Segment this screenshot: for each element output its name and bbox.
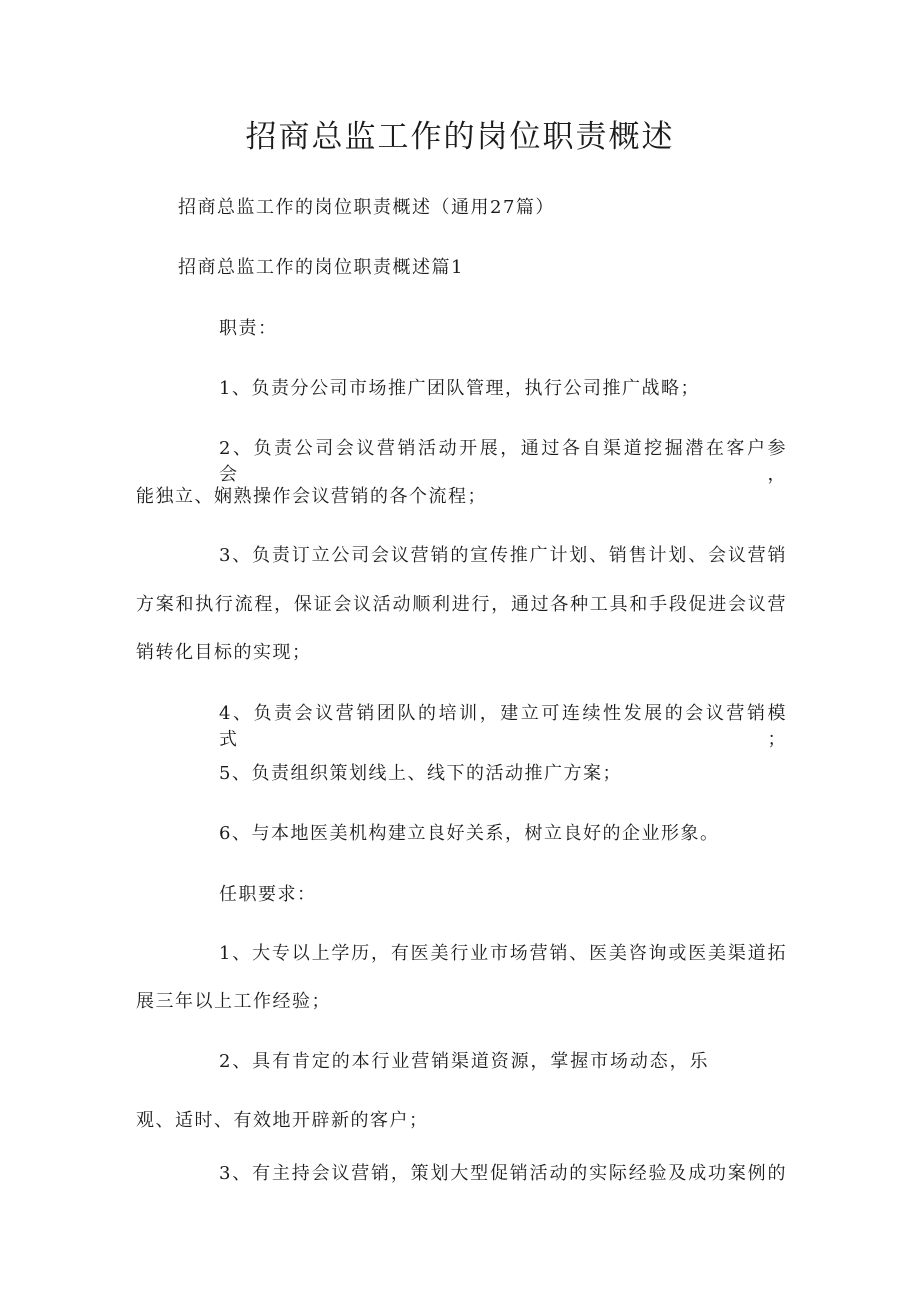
duty-item-3-line-3: 销转化目标的实现； [136,642,312,663]
requirement-item-1-line-1: 1、大专以上学历，有医美行业市场营销、医美咨询或医美渠道拓 [219,943,787,964]
duty-item-2-line-2: 能独立、娴熟操作会议营销的各个流程； [136,486,487,507]
requirement-item-3-line-1: 3、有主持会议营销，策划大型促销活动的实际经验及成功案例的 [219,1163,787,1184]
requirements-heading: 任职要求： [219,884,317,905]
duty-item-4: 4、负责会议营销团队的培训，建立可连续性发展的会议营销模式； [219,703,787,750]
subtitle: 招商总监工作的岗位职责概述（通用27篇） [178,197,555,218]
duty-item-5: 5、负责组织策划线上、线下的活动推广方案； [219,763,622,784]
duty-item-1: 1、负责分公司市场推广团队管理，执行公司推广战略； [219,378,700,399]
duty-item-3-line-1: 3、负责订立公司会议营销的宣传推广计划、销售计划、会议营销 [219,545,787,566]
requirement-item-1-line-2: 展三年以上工作经验； [136,991,331,1012]
duty-item-2-line-1: 2、负责公司会议营销活动开展，通过各自渠道挖掘潜在客户参会， [219,438,787,485]
duty-item-6: 6、与本地医美机构建立良好关系，树立良好的企业形象。 [219,823,720,844]
section-title: 招商总监工作的岗位职责概述篇1 [178,257,464,278]
document-title: 招商总监工作的岗位职责概述 [245,119,675,155]
requirement-item-2-line-2: 观、适时、有效地开辟新的客户； [136,1110,429,1131]
duty-item-3-line-2: 方案和执行流程，保证会议活动顺利进行，通过各种工具和手段促进会议营 [136,594,787,615]
requirement-item-2-line-1: 2、具有肯定的本行业营销渠道资源，掌握市场动态，乐 [219,1051,709,1072]
duties-heading: 职责： [219,318,278,339]
